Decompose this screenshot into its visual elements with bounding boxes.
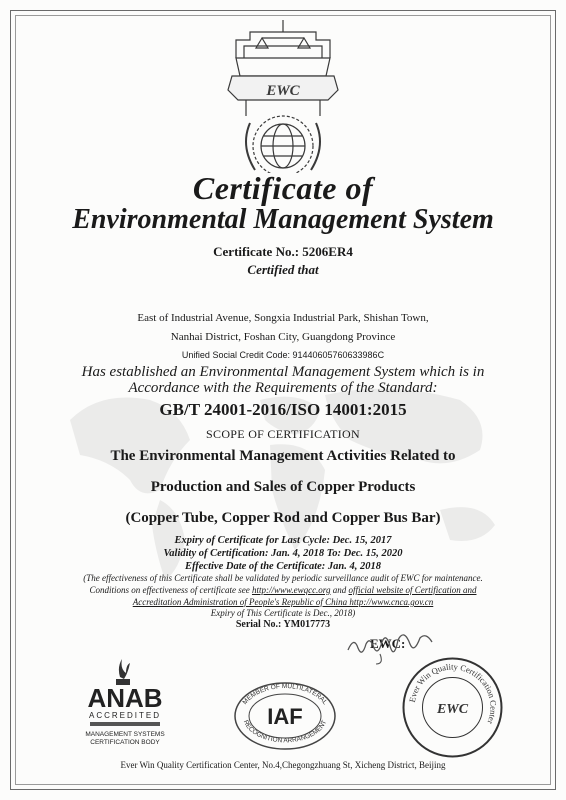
stamp-center: EWC [436, 702, 469, 717]
effective-date: Effective Date of the Certificate: Jan. 4, 2018 [184, 561, 382, 572]
scope-line-2: Production and Sales of Copper Products [150, 479, 416, 495]
cnca-website-link-text[interactable]: official website of Certification and [348, 585, 477, 595]
scope-line-1: The Environmental Management Activities Related to [110, 448, 456, 464]
anab-desc-2: CERTIFICATION BODY [90, 739, 160, 746]
iaf-name: IAF [267, 704, 303, 729]
note-line-2 [0, 585, 566, 595]
address-line-1: East of Industrial Avenue, Songxia Industrial Park, Shishan Town, [137, 312, 429, 324]
scope-heading: SCOPE OF CERTIFICATION [206, 427, 360, 441]
certified-that: Certified that [247, 262, 319, 277]
serial-number: Serial No.: YM017773 [235, 619, 331, 630]
iaf-ring-bottom: RECOGNITION ARRANGEMENT [241, 719, 329, 745]
standard: GB/T 24001-2016/ISO 14001:2015 [159, 400, 407, 419]
address-line-2: Nanhai District, Foshan City, Guangdong Province [170, 331, 396, 343]
validity: Validity of Certification: Jan. 4, 2018 To: Dec. 15, 2020 [163, 548, 403, 559]
svg-text:MEMBER OF MULTILATERAL [242, 683, 329, 706]
title-line-1: Certificate of [192, 170, 374, 206]
note-line-2-text-a: Conditions on effectiveness of certificate see [89, 585, 252, 595]
ewc-signature-label: EWC: [370, 636, 406, 651]
anab-name: ANAB [87, 683, 163, 713]
footer-address: Ever Win Quality Certification Center, No.4,Chegongzhuang St, Xicheng District, Beijing [120, 760, 446, 770]
note-line-3[interactable]: Accreditation Administration of People's Republic of China http://www.cnca.gov.cn [132, 597, 434, 607]
note-line-2-text-b: and [330, 585, 349, 595]
anab-desc-1: MANAGEMENT SYSTEMS [85, 731, 165, 738]
note-line-4: Expiry of This Certificate is Dec., 2018) [210, 608, 356, 618]
certificate-number-row [0, 244, 566, 260]
anab-logo [60, 655, 190, 755]
stamp-ring-text: Ever Win Quality Certification Center [406, 661, 499, 726]
emblem-text: EWC [266, 83, 300, 99]
certificate-number-label: Certificate No.: [213, 244, 300, 259]
title-line-2: Environmental Management System [72, 204, 494, 235]
note-line-1: (The effectiveness of this Certificate shall be validated by periodic surveillance audit of EWC for maintenance. [83, 573, 483, 583]
established-line-1: Has established an Environmental Management System which is in [81, 364, 485, 380]
ewc-emblem [0, 18, 566, 173]
ewc-stamp [400, 655, 505, 760]
certificate-number: 5206ER4 [302, 244, 353, 259]
iaf-ring-top: MEMBER OF MULTILATERAL [241, 682, 329, 707]
expiry-last-cycle: Expiry of Certificate for Last Cycle: Dec. 15, 2017 [174, 535, 392, 546]
unified-credit-code: Unified Social Credit Code: 91440605760633986C [181, 350, 385, 360]
anab-accredited: ACCREDITED [88, 711, 162, 720]
iaf-logo [230, 680, 340, 752]
scope-line-3: (Copper Tube, Copper Rod and Copper Bus Bar) [125, 510, 441, 526]
ewqcc-link[interactable]: http://www.ewqcc.org [251, 585, 331, 595]
established-line-2: Accordance with the Requirements of the Standard: [128, 380, 438, 396]
